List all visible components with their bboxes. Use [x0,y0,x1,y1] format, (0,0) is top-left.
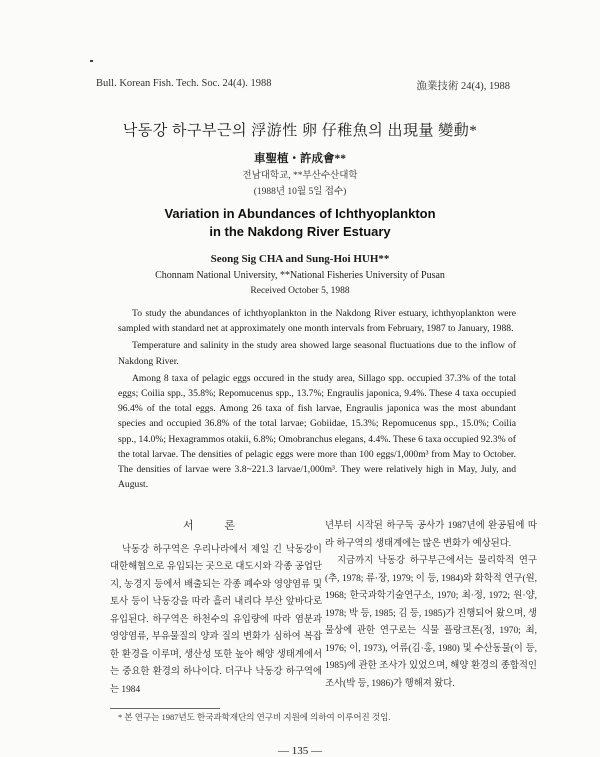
footnote-divider [110,708,220,709]
abstract-paragraph-3: Among 8 taxa of pelagic eggs occured in the study area, Sillago spp. occupied 37.3% of the total eggs; Coilia spp., 35.8%; Repomucenus spp., 13.7%; Engraulis japonica, 9.4%. These 4 taxa occupied 96.4% of the total eggs. Among 26 taxa of fish larvae, Engraulis japonica was the most abundant species and occupied 36.8% of the total larvae; Gobiidae, 15.3%; Repomucenus spp., 15.0%; Coilia spp., 14.0%; Hexagrammos otakii, 6.8%; Omobranchus elegans, 4.4%. These 6 taxa occupied 92.3% of the total larvae. The densities of pelagic eggs were more than 100 eggs/1,000m³ from May to October. The densities of larvae were 3.8~221.3 larvae/1,000m³. They were relatively high in May, July, and August. [118,372,516,491]
abstract-paragraph-1: To study the abundances of ichthyoplankton in the Nakdong River estuary, ichthyoplankton were sampled with standard net at approximately one month intervals from February, 1987 to January, 1988. [118,308,516,335]
korean-received-date: (1988년 10월 5일 접수) [253,187,347,197]
section-title-introduction: 서 론 [182,520,249,532]
intro-paragraph-1: 낙동강 하구역은 우리나라에서 제일 긴 낙동강이 대한해협으로 유입되는 곳으로 대도시와 각종 공업단지, 농경지 등에서 배출되는 각종 폐수와 영양염류 및 토사 등이 낙동강을 따라 흘러 내리다 부산 앞바다로 유입된다. 하구역은 하천수의 유입량에 따라 염분과 영양염류, 부유물질의 양과 질의 변화가 심하여 복잡한 환경을 이루며, 생산성 또한 높아 해양 생태계에서는 중요한 환경의 하나이다. 더구나 낙동강 하구역에는 1984 [110,544,322,695]
body-left-column [110,518,322,699]
abstract-paragraph-2: Temperature and salinity in the study area showed large seasonal fluctuations due to the inflow of Nakdong River. [118,340,516,367]
korean-affiliation: 전남대학교, **부산수산대학 [242,171,358,181]
journal-citation-korean: 漁業技術 24(4), 1988 [416,81,510,92]
korean-title: 낙동강 하구부근의 浮游性 卵 仔稚魚의 出現量 變動* [122,123,478,139]
scan-mark [90,60,93,62]
abstract [118,306,516,494]
korean-authors: 車聖植・許成會** [254,153,346,165]
english-affiliation: Chonnam National University, **National Fisheries University of Pusan [155,270,445,281]
journal-citation: Bull. Korean Fish. Tech. Soc. 24(4). 1988 [96,78,272,89]
footnote: * 본 연구는 1987년도 한국과학재단의 연구비 지원에 의하여 이루어진 것임. [118,712,391,722]
english-authors: Seong Sig CHA and Sung-Hoi HUH** [210,253,390,265]
english-received-date: Received October 5, 1988 [250,286,350,296]
page-number: — 135 — [278,745,322,757]
intro-paragraph-1-continued: 년부터 시작된 하구둑 공사가 1987년에 완공됨에 따라 하구역의 생태계에는 많은 변화가 예상된다. [325,521,537,549]
body-right-column [325,518,537,693]
intro-paragraph-2: 지금까지 낙동강 하구부근에서는 물리학적 연구(추, 1978; 류·장, 1979; 이 등, 1984)와 화학적 연구(원, 1968; 한국과학기술연구소, 1970; 최·정, 1972; 원·양, 1978; 박 등, 1985; 김 등, 1985)가 진행되어 왔으며, 생물상에 관한 연구로는 식물 플랑크톤(정, 1970; 최, 1976; 이, 1973), 어류(김·홍, 1980) 및 수산동물(이 등, 1985)에 관한 조사가 있었으며, 해양 환경의 종합적인 조사(박 등, 1986)가 행해져 왔다. [325,556,537,689]
english-title-line2: in the Nakdong River Estuary [209,224,391,239]
english-title-line1: Variation in Abundances of Ichthyoplankton [164,206,436,221]
